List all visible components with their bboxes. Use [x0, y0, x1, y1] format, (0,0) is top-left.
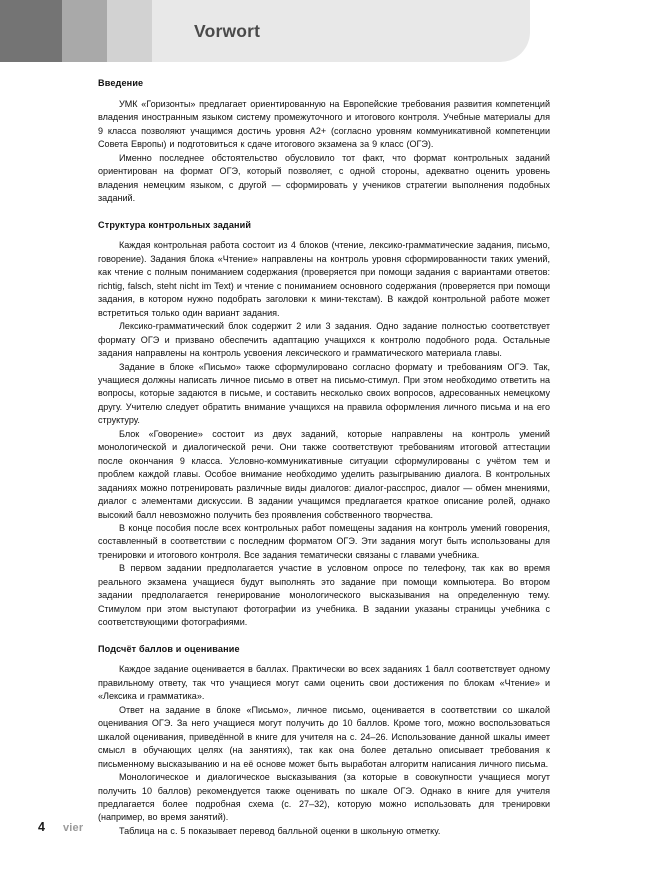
header-swatch-medium: [62, 0, 107, 62]
section-heading: Структура контрольных заданий: [98, 219, 252, 230]
paragraph: Каждое задание оценивается в баллах. Практически во всех заданиях 1 балл соответствует одному правильному ответу, так что учащиеся могут сами оценить свои достижения по блокам «Чтение» и «Лексика и грамматика».: [98, 664, 550, 702]
section-heading: Введение: [98, 78, 144, 88]
section-heading: Подсчёт баллов и оценивание: [98, 643, 240, 654]
paragraph: УМК «Горизонты» предлагает ориентированную на Европейские требования развития компетенций владения иностранным языком систему промежуточного и итогового контроля. Учебные материалы для 9 класса позволяют учащимся достичь уровня A2+ (согласно уровням коммуникативной компетенции Совета Европы) и подготовиться к сдаче итогового экзамена за 9 класс (ОГЭ).: [98, 98, 550, 150]
paragraph: Задание в блоке «Письмо» также сформулировано согласно формату и требованиям ОГЭ. Так, учащиеся должны написать личное письмо в ответ на письмо-стимул. При этом необходимо ответить на вопросы, которые задаются в письме, и составить несколько своих вопросов, адресованных немецкому другу. Учителю следует обратить внимание учащихся на правила оформления личного письма и на его структуру.: [98, 361, 550, 426]
folio-number: 4: [38, 820, 45, 834]
section-structure: [98, 220, 550, 630]
paragraph: В конце пособия после всех контрольных работ помещены задания на контроль умений говорения, составленный в соответствии с последним форматом ОГЭ. Эти задания могут быть использованы для тренировки и итогового контроля. Все задания тематически связаны с главами учебника.: [98, 522, 550, 560]
paragraph: Именно последнее обстоятельство обусловило тот факт, что формат контрольных заданий ориентирован на формат ОГЭ, который позволяет, с одной стороны, адекватно оценить уровень владения немецким языком, с другой — сформировать у учеников стратегии выполнения подобных заданий.: [98, 152, 550, 204]
paragraph: Монологическое и диалогическое высказывания (за которые в совокупности учащиеся могут получить 10 баллов) рекомендуется также оценивать по шкале ОГЭ. Однако в книге для учителя предлагается более подробная схема (с. 27–32), которую можно использовать для тренировки (например, во время занятий).: [98, 772, 550, 823]
paragraph: Лексико-грамматический блок содержит 2 или 3 задания. Одно задание полностью соответствует формату ОГЭ и призвано обеспечить адаптацию учащихся к контролю подобного рода. Остальные задания направлены на контроль усвоения лексического и грамматического материала главы.: [98, 321, 550, 359]
folio-word: vier: [62, 822, 84, 834]
header-banner: [152, 0, 530, 62]
paragraph: Блок «Говорение» состоит из двух заданий, которые направлены на контроль умений монологической и диалогической речи. Они также соответствуют требованиям итоговой аттестации после окончания 9 класса. Условно-коммуникативные ситуации сформулированы с учётом тем и проблем каждой главы. Особое внимание необходимо уделить разыгрыванию диалога. В контрольных заданиях можно потренировать различные виды диалогов: диалог-расспрос, диалог — обмен мнениями, диалог с элементами дискуссии. В задании учащимся предлагается краткое описание ролей, однако высокий балл невозможно получить без проявления собственного творчества.: [98, 428, 550, 520]
page-footer: [38, 820, 83, 834]
header-swatch-light: [107, 0, 152, 62]
paragraph: В первом задании предполагается участие в условном опросе по телефону, так как во время реального экзамена учащиеся будут выполнять это задание при помощи компьютера. Во втором задании предполагается генерирование монологического высказывания на определенную тему. Стимулом при этом выступают фотографии из учебника. В задании указаны страницы учебника с соответствующими фотографиями.: [98, 563, 550, 628]
paragraph: Каждая контрольная работа состоит из 4 блоков (чтение, лексико-грамматические задания, письмо, говорение). Задания блока «Чтение» направлены на контроль уровня сформированности таких умений, как чтение с полным пониманием содержания (проверяется при помощи задания с вариантами ответов: richtig, falsch, steht nicht im Text) и чтение с пониманием основного содержания (проверяется при помощи задания, в котором нужно подобрать заголовки к мини-текстам). В каждой контрольной работе может встретиться только один вариант задания.: [98, 240, 550, 318]
section-scoring: [98, 644, 550, 839]
page-header: [0, 0, 650, 62]
document-body: [98, 78, 550, 838]
page-title: Vorwort: [194, 20, 261, 41]
paragraph: Ответ на задание в блоке «Письмо», личное письмо, оценивается в соответствии со шкалой оценивания ОГЭ. За него учащиеся могут получить до 10 баллов. Кроме того, можно воспользоваться шкалой оценивания, приведённой в книге для учителя на с. 24–26. Использование данной шкалы имеет смысл в обучающих целях (на занятиях), так как она более детально описывает требования к письменному высказыванию и на её основе может быть выработан алгоритм написания личного письма.: [98, 704, 550, 769]
paragraph: Таблица на с. 5 показывает перевод балльной оценки в школьную отметку.: [119, 825, 441, 836]
header-swatch-dark: [0, 0, 62, 62]
section-introduction: [98, 78, 550, 206]
